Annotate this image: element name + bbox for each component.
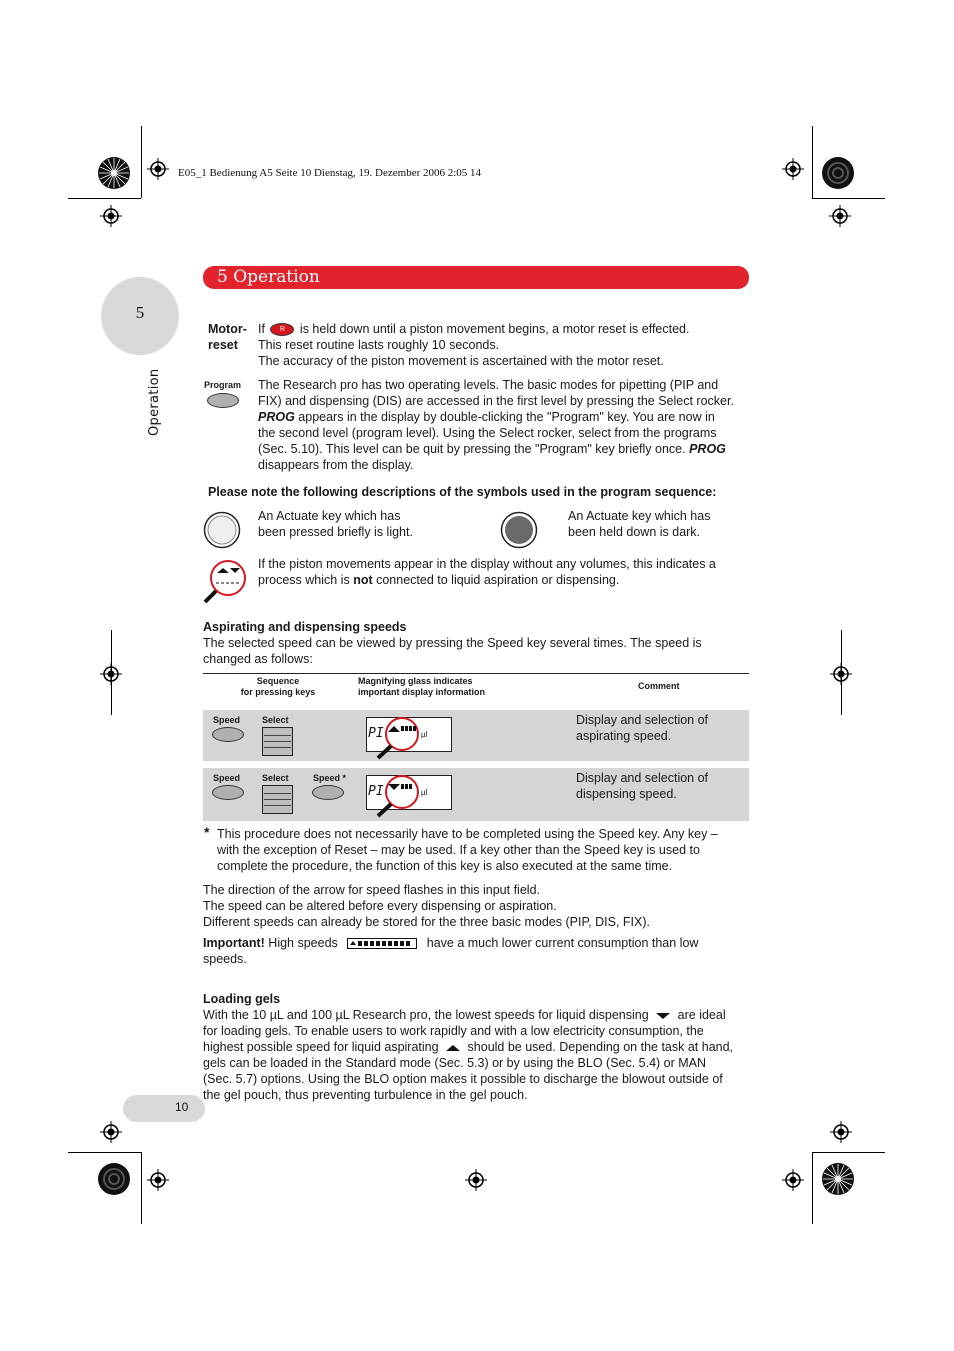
motor-reset-text: If R is held down until a piston movement begins, a motor reset is effected. This reset routine lasts roughly 10 seconds. The accuracy of the piston movement is ascertained with the motor reset.: [258, 322, 690, 368]
high-speed-bar-icon: [347, 938, 417, 949]
registration-mark-icon: [100, 663, 122, 685]
color-target-icon: [98, 157, 130, 189]
print-header: E05_1 Bedienung A5 Seite 10 Dienstag, 19. Dezember 2006 2:05 14: [178, 167, 482, 179]
table-top-rule: [203, 673, 749, 674]
page-number-tab: [123, 1095, 205, 1122]
color-target-icon: [98, 1163, 130, 1195]
registration-mark-icon: [830, 663, 852, 685]
color-target-icon: [822, 157, 854, 189]
direction-text: The direction of the arrow for speed flashes in this input field. The speed can be altered before every dispensing or aspiration. Different speeds can already be stored for the three basic modes (PIP, DIS, FIX).: [203, 883, 650, 929]
row2-key-select-label: Select: [262, 773, 289, 783]
row1-key-select-label: Select: [262, 715, 289, 725]
registration-mark-icon: [100, 1121, 122, 1143]
row2-key-speed2-label: Speed *: [313, 773, 347, 783]
registration-mark-icon: [830, 1121, 852, 1143]
row2-comment: Display and selection of dispensing speed.: [576, 771, 709, 801]
speed-key-icon: [212, 727, 244, 742]
page-number: 10: [175, 1100, 189, 1114]
important-text: Important! High speeds have a much lower current consumption than low speeds.: [203, 936, 699, 966]
select-rocker-icon: [262, 785, 293, 814]
side-label: Operation: [147, 368, 162, 436]
table-header-comment: Comment: [638, 681, 680, 691]
motor-reset-label: Motor- reset: [208, 322, 247, 352]
row1-key-speed-label: Speed: [213, 715, 241, 725]
no-volume-text: If the piston movements appear in the display without any volumes, this indicates a process which is not connected to liquid aspiration or dispensing.: [258, 557, 716, 587]
registration-mark-icon: [465, 1169, 487, 1191]
program-text: The Research pro has two operating levels. The basic modes for pipetting (PIP and FIX) and dispensing (DIS) are accessed in the first level by pressing the Select rocker. PROG appears in the display by double-clicking the "Program" key. You are now in the second level (program level). Using the Select rocker, select from the programs (Sec. 5.10). This level can be quit by pressing the "Program" key briefly once. PROG disappears from the display.: [258, 378, 734, 472]
footnote-text: This procedure does not necessarily have to be completed using the Speed key. Any key – with the exception of Reset – may be used. If a key other than the Speed key is used to complete the procedure, the function of this key is also executed at the same time.: [217, 827, 718, 873]
actuate-dark-text: An Actuate key which has been held down is dark.: [568, 509, 711, 539]
magnifier-aspirate-icon: [374, 712, 422, 760]
reset-key-icon: R: [270, 323, 294, 336]
magnifier-no-volume-icon: [203, 558, 249, 604]
select-rocker-icon: [262, 727, 293, 756]
actuate-key-dark-icon: [500, 511, 538, 549]
lcd-display: PI µl: [366, 717, 452, 752]
registration-mark-icon: [829, 205, 851, 227]
lcd-display: PI µl: [366, 775, 452, 810]
chapter-title: 5 Operation: [217, 267, 320, 287]
table-header-magnify: Magnifying glass indicates important display information: [358, 676, 486, 697]
chapter-tab-number: 5: [135, 303, 145, 322]
speeds-heading: Aspirating and dispensing speeds: [203, 620, 407, 634]
arrow-up-icon: [445, 1044, 461, 1052]
registration-mark-icon: [147, 1169, 169, 1191]
registration-mark-icon: [100, 205, 122, 227]
table-header-sequence: Sequence for pressing keys: [240, 676, 316, 697]
magnifier-dispense-icon: [374, 770, 422, 818]
speed-key-icon: [212, 785, 244, 800]
program-key-icon: [207, 393, 239, 408]
symbols-note: Please note the following descriptions of the symbols used in the program sequence:: [208, 485, 717, 499]
registration-mark-icon: [782, 1169, 804, 1191]
registration-mark-icon: [782, 158, 804, 180]
row2-key-speed-label: Speed: [213, 773, 241, 783]
speed-key-icon: [312, 785, 344, 800]
row1-comment: Display and selection of aspirating speed.: [576, 713, 709, 743]
loading-gels-text: With the 10 µL and 100 µL Research pro, the lowest speeds for liquid dispensing are ideal for loading gels. To enable users to work rapidly and with a low electricity consumption, the highest possible speed for liquid aspirating should be used. Depending on the task at hand, gels can be loaded in the Standard mode (Sec. 5.3) or by using the BLO (Sec. 5.4) or MAN (Sec. 5.7) options. Using the BLO option makes it possible to discharge the blowout outside of the gel pouch, thus preventing turbulence in the gel pouch.: [203, 1008, 734, 1102]
speeds-text: The selected speed can be viewed by pressing the Speed key several times. The speed is changed as follows:: [203, 636, 702, 666]
actuate-light-text: An Actuate key which has been pressed briefly is light.: [258, 509, 413, 539]
actuate-key-light-icon: [203, 511, 241, 549]
arrow-down-icon: [655, 1012, 671, 1020]
program-key-label: Program: [204, 380, 242, 390]
loading-gels-heading: Loading gels: [203, 992, 281, 1006]
color-target-icon: [822, 1163, 854, 1195]
footnote-mark: *: [204, 824, 210, 840]
registration-mark-icon: [147, 158, 169, 180]
